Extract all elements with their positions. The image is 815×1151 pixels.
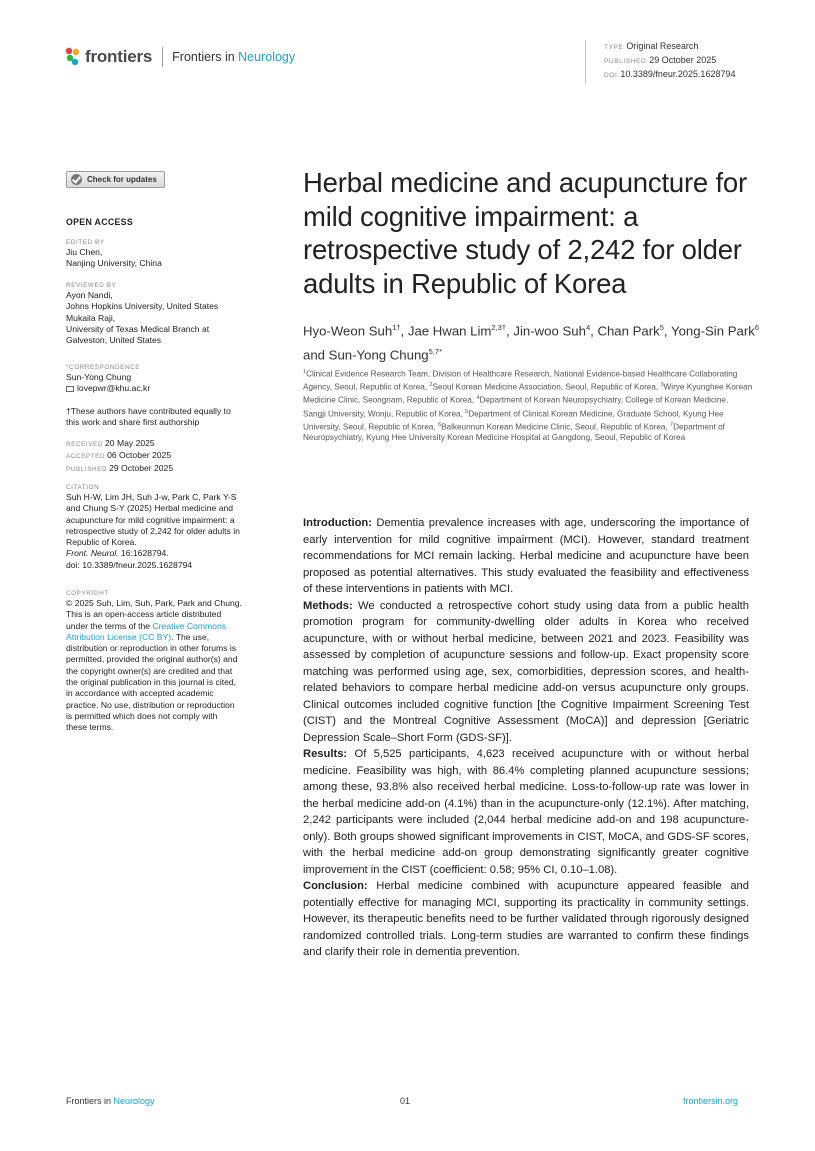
journal-name[interactable] bbox=[172, 50, 295, 64]
mail-icon bbox=[66, 386, 74, 392]
author-name[interactable]: Hyo-Weon Suh bbox=[303, 323, 393, 339]
abstract-heading: Methods: bbox=[303, 599, 353, 612]
copyright-pre: © 2025 Suh, Lim, Suh, Park, Park and Chung. This is an open-access article distributed under the terms of the bbox=[66, 598, 242, 631]
citation-doi[interactable]: doi: 10.3389/fneur.2025.1628794 bbox=[66, 559, 193, 570]
correspondence-email[interactable]: lovepwr@khu.ac.kr bbox=[77, 383, 151, 394]
equal-contribution-note bbox=[66, 406, 278, 429]
header-divider bbox=[162, 47, 163, 67]
affiliation-number: 1 bbox=[303, 369, 307, 375]
meta-published-label: PUBLISHED bbox=[604, 58, 647, 65]
citation-volume: 16:1628794. bbox=[118, 548, 169, 559]
author-separator: , bbox=[590, 323, 598, 339]
correspondence bbox=[66, 363, 278, 395]
check-icon bbox=[71, 174, 82, 185]
open-access bbox=[66, 217, 278, 228]
received-row bbox=[66, 438, 278, 450]
brand-wordmark: frontiers bbox=[85, 47, 153, 66]
reviewed-by-text: Ayon Nandi, Johns Hopkins University, United States Mukaila Raji, University of Texas Medical Branch at Galveston, United States bbox=[66, 290, 219, 346]
copyright-post: . The use, distribution or reproduction in other forums is permitted, provided the original author(s) and the copyright owner(s) are credited and that the original publication in this journal is cited, in accordance with accepted academic practice. No use, distribution or reproduction is permitted which does not comply with these terms. bbox=[66, 631, 238, 733]
abstract-heading: Introduction: bbox=[303, 517, 372, 529]
footer-journal[interactable] bbox=[66, 1096, 155, 1106]
author-affiliation-marker: 5 bbox=[659, 323, 664, 332]
edited-by-text: Jiu Chen, Nanjing University, China bbox=[66, 247, 162, 269]
abstract-text: Dementia prevalence increases with age, underscoring the importance of early intervention for mild cognitive impairment (MCI). However, standard treatment recommendations for MCI remain lacking. Herbal medicine and acupuncture have been proposed as potential alternatives. This study evaluated the feasibility and effectiveness of these interventions in patients with MCI. bbox=[303, 517, 749, 595]
dates bbox=[66, 438, 278, 475]
affiliation-text: Balkeunnun Korean Medicine Clinic, Seoul, Republic of Korea, bbox=[441, 422, 671, 432]
affiliation-text: Department of Korean Neuropsychiatry, College of Korean Medicine, Sangji University, Wonju, Republic of Korea, bbox=[303, 396, 729, 419]
citation-text: Suh H-W, Lim JH, Suh J-w, Park C, Park Y-S and Chung S-Y (2025) Herbal medicine and acupuncture for mild cognitive impairment: a retrospective study of 2,242 for older adults in Republic of Korea. bbox=[66, 492, 240, 548]
correspondence-name: Sun-Yong Chung bbox=[66, 372, 132, 382]
author-separator: and bbox=[303, 347, 329, 363]
journal-accent: Neurology bbox=[238, 50, 296, 64]
correspondence-email-row[interactable] bbox=[66, 383, 278, 394]
abstract bbox=[303, 515, 749, 961]
meta-type-label: TYPE bbox=[604, 44, 624, 51]
affiliation-text: Wirye Kyunghee Korean Medicine Clinic, Seongnam, Republic of Korea, bbox=[303, 382, 753, 406]
citation-journal: Front. Neurol. bbox=[66, 548, 119, 559]
author-separator: , bbox=[400, 323, 408, 339]
accepted-label: ACCEPTED bbox=[66, 453, 106, 461]
affiliations bbox=[303, 367, 753, 444]
edited-by-label: EDITED BY bbox=[66, 239, 105, 246]
author-separator: , bbox=[663, 323, 672, 339]
author-separator: , bbox=[506, 323, 514, 339]
accepted-date: 06 October 2025 bbox=[107, 450, 172, 461]
received-date: 20 May 2025 bbox=[105, 438, 155, 448]
footer-site-link[interactable]: frontiersin.org bbox=[683, 1096, 739, 1106]
check-for-updates-label: Check for updates bbox=[87, 175, 157, 184]
meta-published-value: 29 October 2025 bbox=[649, 55, 717, 65]
affiliation-number: 7 bbox=[670, 421, 674, 428]
copyright-label: COPYRIGHT bbox=[66, 590, 109, 597]
affiliation-text: Department of Neuropsychiatry, Kyung Hee University Korean Medicine Hospital at Gangdong, Seoul, Republic of Korea bbox=[303, 422, 725, 443]
abstract-text: We conducted a retrospective cohort study using data from a public health promotion program for community-dwelling older adults in Korea who received acupuncture, with or without herbal medicine, between 2021 and 2023. Feasibility was assessed by completion of acupuncture sessions and follow-up. Exact propensity score matching was performed using age, sex, comorbidities, depression scores, and health-related behaviors to compare herbal medicine add-on versus acupuncture only groups. Clinical outcomes included cognitive function [the Cognitive Impairment Screening Test (CIST) and the Montreal Cognitive Assessment (MoCA)] and depression [Geriatric Depression Scale–Short Form (GDS-SF)]. bbox=[303, 599, 749, 744]
footer-journal-prefix: Frontiers in bbox=[66, 1096, 114, 1106]
cc-by-license-link[interactable]: Creative Commons Attribution License (CC BY) bbox=[66, 620, 227, 642]
affiliation-text: Seoul Korean Medicine Association, Seoul, Republic of Korea, bbox=[432, 382, 661, 392]
meta-doi-label: DOI bbox=[604, 72, 618, 79]
citation-journal-row bbox=[66, 548, 278, 559]
abstract-section bbox=[303, 746, 749, 878]
author-affiliation-marker: 6 bbox=[754, 323, 760, 332]
abstract-text: Herbal medicine combined with acupuncture appeared feasible and potentially effective for managing MCI, supporting its practicality in community settings. However, its therapeutic benefits need to be further validated through rigorously designed randomized controlled trials. Long-term studies are warranted to confirm these findings and clarify their role in dementia prevention. bbox=[303, 880, 749, 958]
meta-type bbox=[604, 40, 804, 54]
accepted-row bbox=[66, 450, 278, 462]
abstract-section bbox=[303, 878, 749, 961]
citation bbox=[66, 483, 278, 571]
published-date: 29 October 2025 bbox=[109, 462, 174, 473]
meta-doi-value[interactable]: 10.3389/fneur.2025.1628794 bbox=[620, 69, 736, 79]
author-affiliation-marker: 1† bbox=[392, 323, 401, 332]
edited-by bbox=[66, 238, 278, 270]
author-affiliation-marker: 5,7* bbox=[428, 347, 442, 357]
meta-published bbox=[604, 54, 804, 68]
journal-prefix: Frontiers in bbox=[172, 50, 239, 64]
frontiers-logo-icon bbox=[65, 47, 81, 67]
meta-type-value: Original Research bbox=[626, 41, 699, 51]
check-for-updates-button[interactable] bbox=[66, 171, 165, 188]
author-name[interactable]: Jae Hwan Lim bbox=[407, 323, 492, 339]
author-affiliation-marker: 2,3† bbox=[491, 323, 507, 332]
author-list bbox=[303, 317, 763, 366]
meta-doi[interactable] bbox=[604, 68, 804, 82]
footer-journal-name: Neurology bbox=[113, 1096, 155, 1106]
abstract-heading: Conclusion: bbox=[303, 880, 368, 892]
author-name[interactable]: Chan Park bbox=[597, 323, 660, 339]
abstract-section bbox=[303, 598, 749, 747]
equal-contribution-text: †These authors have contributed equally to this work and share first authorship bbox=[66, 406, 231, 428]
published-row bbox=[66, 463, 278, 475]
reviewed-by bbox=[66, 281, 278, 346]
affiliation-number: 2 bbox=[429, 382, 433, 389]
page-number: 01 bbox=[400, 1096, 411, 1106]
affiliation-number: 5 bbox=[465, 408, 469, 415]
abstract-section bbox=[303, 515, 749, 598]
copyright bbox=[66, 589, 278, 734]
affiliation-text: Department of Clinical Korean Medicine, Graduate School, Kyung Hee University, Seoul, Republic of Korea, bbox=[303, 409, 724, 432]
article-meta bbox=[585, 40, 804, 84]
affiliation-number: 6 bbox=[438, 421, 442, 428]
author-name[interactable]: Jin-woo Suh bbox=[513, 323, 586, 339]
received-label: RECEIVED bbox=[66, 441, 103, 448]
author-name[interactable]: Yong-Sin Park bbox=[671, 323, 755, 339]
copyright-text bbox=[66, 598, 278, 734]
reviewed-by-label: REVIEWED BY bbox=[66, 282, 117, 289]
correspondence-label: *CORRESPONDENCE bbox=[66, 364, 141, 371]
affiliation-number: 3 bbox=[660, 382, 664, 389]
author-affiliation-marker: 4 bbox=[585, 323, 591, 332]
affiliation-number: 4 bbox=[476, 395, 480, 402]
citation-label: CITATION bbox=[66, 484, 100, 491]
abstract-heading: Results: bbox=[303, 748, 348, 760]
published-label: PUBLISHED bbox=[66, 465, 108, 473]
affiliation-text: Clinical Evidence Research Team, Division of Healthcare Research, National Evidence-based Healthcare Collaborating Agency, Seoul, Republic of Korea, bbox=[303, 369, 738, 392]
abstract-text: Of 5,525 participants, 4,623 received acupuncture with or without herbal medicine. Feasibility was high, with 86.4% completing planned acupuncture sessions; among these, 93.8% also received herbal medicine. Loss-to-follow-up rate was lower in the herbal medicine add-on (4.1%) than in the acupuncture-only (12.1%). After matching, 2,242 participants were included (2,044 herbal medicine add-on and 198 acupuncture-only). Both groups showed significant improvements in CIST, MoCA, and GDS-SF scores, with the herbal medicine add-on group demonstrating significantly greater cognitive improvement in the CIST (coefficient: 0.58; 95% CI, 0.10–1.08). bbox=[303, 748, 749, 876]
author-name[interactable]: Sun-Yong Chung bbox=[328, 347, 429, 363]
article-title: Herbal medicine and acupuncture for mild cognitive impairment: a retrospective study of 2,242 for older adults in Republic of Korea bbox=[303, 167, 747, 299]
frontiers-logo[interactable] bbox=[65, 45, 295, 69]
open-access-label: OPEN ACCESS bbox=[66, 217, 134, 227]
